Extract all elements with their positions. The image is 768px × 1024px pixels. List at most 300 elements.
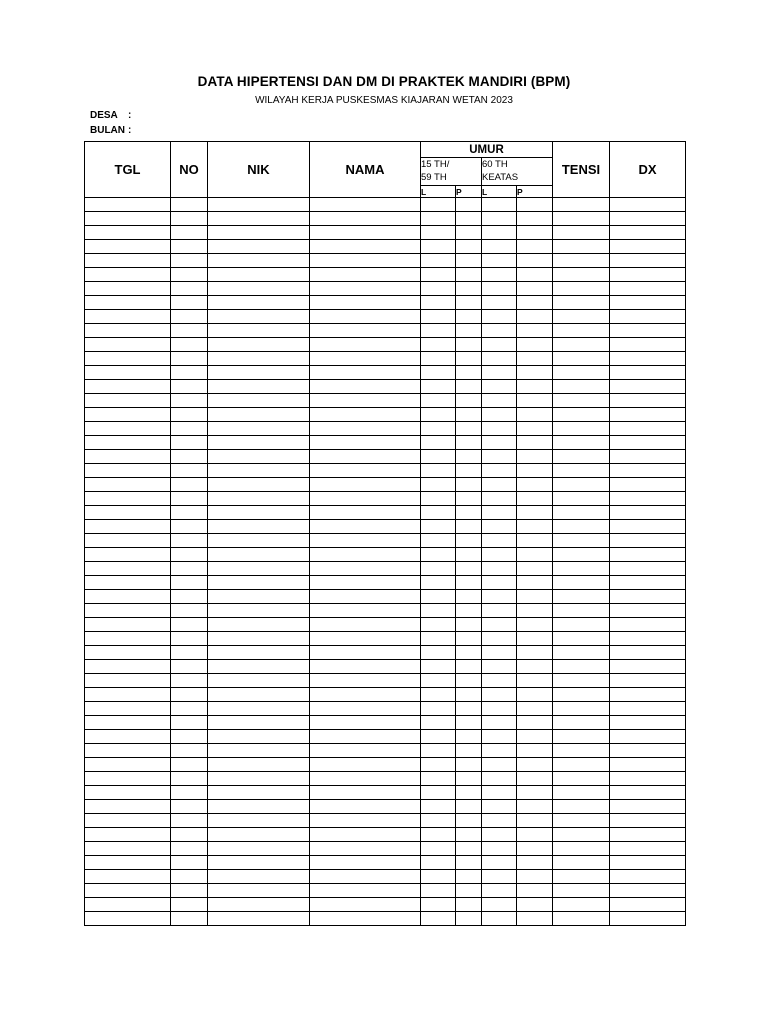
cell-nama[interactable] <box>310 436 421 450</box>
cell-l-60-up[interactable] <box>482 366 517 380</box>
cell-p-60-up[interactable] <box>517 492 553 506</box>
cell-p-15-59[interactable] <box>456 296 482 310</box>
cell-no[interactable] <box>171 478 208 492</box>
cell-no[interactable] <box>171 548 208 562</box>
cell-p-15-59[interactable] <box>456 436 482 450</box>
cell-no[interactable] <box>171 240 208 254</box>
cell-l-60-up[interactable] <box>482 310 517 324</box>
cell-p-15-59[interactable] <box>456 884 482 898</box>
cell-tensi[interactable] <box>553 408 610 422</box>
cell-no[interactable] <box>171 898 208 912</box>
cell-nama[interactable] <box>310 296 421 310</box>
cell-nama[interactable] <box>310 212 421 226</box>
cell-l-60-up[interactable] <box>482 912 517 926</box>
cell-dx[interactable] <box>610 352 686 366</box>
cell-dx[interactable] <box>610 576 686 590</box>
cell-p-15-59[interactable] <box>456 842 482 856</box>
cell-no[interactable] <box>171 786 208 800</box>
cell-dx[interactable] <box>610 562 686 576</box>
cell-l-60-up[interactable] <box>482 394 517 408</box>
cell-nama[interactable] <box>310 338 421 352</box>
cell-tensi[interactable] <box>553 464 610 478</box>
cell-no[interactable] <box>171 716 208 730</box>
cell-no[interactable] <box>171 408 208 422</box>
cell-no[interactable] <box>171 394 208 408</box>
cell-no[interactable] <box>171 492 208 506</box>
cell-tensi[interactable] <box>553 534 610 548</box>
cell-l-15-59[interactable] <box>421 268 456 282</box>
cell-tensi[interactable] <box>553 198 610 212</box>
cell-tensi[interactable] <box>553 478 610 492</box>
cell-p-15-59[interactable] <box>456 324 482 338</box>
cell-l-60-up[interactable] <box>482 268 517 282</box>
cell-tensi[interactable] <box>553 436 610 450</box>
cell-tensi[interactable] <box>553 674 610 688</box>
cell-nama[interactable] <box>310 800 421 814</box>
cell-dx[interactable] <box>610 198 686 212</box>
cell-p-60-up[interactable] <box>517 506 553 520</box>
cell-no[interactable] <box>171 198 208 212</box>
cell-tgl[interactable] <box>85 842 171 856</box>
cell-l-60-up[interactable] <box>482 226 517 240</box>
cell-p-60-up[interactable] <box>517 758 553 772</box>
cell-p-15-59[interactable] <box>456 254 482 268</box>
cell-p-15-59[interactable] <box>456 856 482 870</box>
cell-dx[interactable] <box>610 212 686 226</box>
cell-no[interactable] <box>171 758 208 772</box>
cell-tgl[interactable] <box>85 506 171 520</box>
cell-nama[interactable] <box>310 842 421 856</box>
cell-p-15-59[interactable] <box>456 408 482 422</box>
cell-tgl[interactable] <box>85 814 171 828</box>
cell-tgl[interactable] <box>85 492 171 506</box>
cell-dx[interactable] <box>610 268 686 282</box>
cell-no[interactable] <box>171 562 208 576</box>
cell-tgl[interactable] <box>85 828 171 842</box>
cell-l-15-59[interactable] <box>421 632 456 646</box>
cell-nik[interactable] <box>208 198 310 212</box>
cell-l-15-59[interactable] <box>421 604 456 618</box>
cell-tensi[interactable] <box>553 268 610 282</box>
cell-l-60-up[interactable] <box>482 338 517 352</box>
cell-p-15-59[interactable] <box>456 352 482 366</box>
cell-p-15-59[interactable] <box>456 632 482 646</box>
cell-nama[interactable] <box>310 324 421 338</box>
cell-l-15-59[interactable] <box>421 758 456 772</box>
cell-p-60-up[interactable] <box>517 268 553 282</box>
cell-p-60-up[interactable] <box>517 520 553 534</box>
cell-dx[interactable] <box>610 464 686 478</box>
cell-nama[interactable] <box>310 870 421 884</box>
cell-p-15-59[interactable] <box>456 394 482 408</box>
cell-l-60-up[interactable] <box>482 352 517 366</box>
cell-tgl[interactable] <box>85 744 171 758</box>
cell-tgl[interactable] <box>85 884 171 898</box>
cell-no[interactable] <box>171 842 208 856</box>
cell-no[interactable] <box>171 646 208 660</box>
cell-nama[interactable] <box>310 380 421 394</box>
cell-dx[interactable] <box>610 688 686 702</box>
cell-l-60-up[interactable] <box>482 478 517 492</box>
cell-nama[interactable] <box>310 632 421 646</box>
cell-nik[interactable] <box>208 660 310 674</box>
cell-l-15-59[interactable] <box>421 506 456 520</box>
cell-p-15-59[interactable] <box>456 338 482 352</box>
cell-tgl[interactable] <box>85 702 171 716</box>
cell-l-15-59[interactable] <box>421 744 456 758</box>
cell-p-60-up[interactable] <box>517 436 553 450</box>
cell-tgl[interactable] <box>85 800 171 814</box>
cell-dx[interactable] <box>610 590 686 604</box>
cell-l-60-up[interactable] <box>482 674 517 688</box>
cell-l-60-up[interactable] <box>482 534 517 548</box>
cell-p-60-up[interactable] <box>517 212 553 226</box>
cell-tgl[interactable] <box>85 604 171 618</box>
cell-nik[interactable] <box>208 688 310 702</box>
cell-no[interactable] <box>171 800 208 814</box>
cell-tgl[interactable] <box>85 310 171 324</box>
cell-tgl[interactable] <box>85 436 171 450</box>
cell-l-60-up[interactable] <box>482 198 517 212</box>
cell-p-15-59[interactable] <box>456 786 482 800</box>
cell-tensi[interactable] <box>553 450 610 464</box>
cell-tensi[interactable] <box>553 590 610 604</box>
cell-tensi[interactable] <box>553 884 610 898</box>
cell-l-15-59[interactable] <box>421 828 456 842</box>
cell-tgl[interactable] <box>85 478 171 492</box>
cell-l-15-59[interactable] <box>421 198 456 212</box>
cell-nik[interactable] <box>208 912 310 926</box>
cell-dx[interactable] <box>610 338 686 352</box>
cell-dx[interactable] <box>610 408 686 422</box>
cell-no[interactable] <box>171 884 208 898</box>
cell-nama[interactable] <box>310 744 421 758</box>
cell-p-15-59[interactable] <box>456 240 482 254</box>
cell-p-15-59[interactable] <box>456 562 482 576</box>
cell-nama[interactable] <box>310 702 421 716</box>
cell-tgl[interactable] <box>85 674 171 688</box>
cell-p-60-up[interactable] <box>517 660 553 674</box>
cell-p-60-up[interactable] <box>517 576 553 590</box>
cell-tensi[interactable] <box>553 800 610 814</box>
cell-l-15-59[interactable] <box>421 702 456 716</box>
cell-tensi[interactable] <box>553 366 610 380</box>
cell-tensi[interactable] <box>553 562 610 576</box>
cell-nik[interactable] <box>208 436 310 450</box>
cell-no[interactable] <box>171 618 208 632</box>
cell-dx[interactable] <box>610 604 686 618</box>
cell-nik[interactable] <box>208 506 310 520</box>
cell-l-15-59[interactable] <box>421 716 456 730</box>
cell-dx[interactable] <box>610 296 686 310</box>
cell-tensi[interactable] <box>553 814 610 828</box>
cell-nik[interactable] <box>208 492 310 506</box>
cell-l-15-59[interactable] <box>421 408 456 422</box>
cell-dx[interactable] <box>610 548 686 562</box>
cell-p-60-up[interactable] <box>517 604 553 618</box>
cell-nik[interactable] <box>208 646 310 660</box>
cell-dx[interactable] <box>610 436 686 450</box>
cell-dx[interactable] <box>610 226 686 240</box>
cell-l-60-up[interactable] <box>482 520 517 534</box>
cell-dx[interactable] <box>610 492 686 506</box>
cell-p-60-up[interactable] <box>517 870 553 884</box>
cell-p-15-59[interactable] <box>456 198 482 212</box>
cell-l-15-59[interactable] <box>421 856 456 870</box>
cell-tgl[interactable] <box>85 870 171 884</box>
cell-l-15-59[interactable] <box>421 226 456 240</box>
cell-p-15-59[interactable] <box>456 744 482 758</box>
cell-nama[interactable] <box>310 688 421 702</box>
cell-nik[interactable] <box>208 674 310 688</box>
cell-tgl[interactable] <box>85 716 171 730</box>
cell-tgl[interactable] <box>85 912 171 926</box>
cell-dx[interactable] <box>610 450 686 464</box>
cell-l-15-59[interactable] <box>421 590 456 604</box>
cell-l-15-59[interactable] <box>421 870 456 884</box>
cell-no[interactable] <box>171 534 208 548</box>
cell-tensi[interactable] <box>553 296 610 310</box>
cell-p-15-59[interactable] <box>456 268 482 282</box>
cell-l-15-59[interactable] <box>421 282 456 296</box>
cell-dx[interactable] <box>610 660 686 674</box>
cell-l-60-up[interactable] <box>482 870 517 884</box>
cell-no[interactable] <box>171 702 208 716</box>
cell-nik[interactable] <box>208 422 310 436</box>
cell-tensi[interactable] <box>553 730 610 744</box>
cell-no[interactable] <box>171 366 208 380</box>
cell-nama[interactable] <box>310 506 421 520</box>
cell-nama[interactable] <box>310 828 421 842</box>
cell-nik[interactable] <box>208 338 310 352</box>
cell-p-15-59[interactable] <box>456 828 482 842</box>
cell-tgl[interactable] <box>85 548 171 562</box>
cell-dx[interactable] <box>610 800 686 814</box>
cell-l-60-up[interactable] <box>482 800 517 814</box>
cell-tensi[interactable] <box>553 520 610 534</box>
cell-tgl[interactable] <box>85 324 171 338</box>
cell-tensi[interactable] <box>553 744 610 758</box>
cell-nik[interactable] <box>208 870 310 884</box>
cell-p-15-59[interactable] <box>456 716 482 730</box>
cell-tgl[interactable] <box>85 296 171 310</box>
cell-nik[interactable] <box>208 632 310 646</box>
cell-l-60-up[interactable] <box>482 506 517 520</box>
cell-dx[interactable] <box>610 254 686 268</box>
cell-l-15-59[interactable] <box>421 366 456 380</box>
cell-nama[interactable] <box>310 226 421 240</box>
cell-l-15-59[interactable] <box>421 688 456 702</box>
cell-tensi[interactable] <box>553 758 610 772</box>
cell-no[interactable] <box>171 730 208 744</box>
cell-tgl[interactable] <box>85 590 171 604</box>
cell-p-15-59[interactable] <box>456 282 482 296</box>
cell-tensi[interactable] <box>553 618 610 632</box>
cell-no[interactable] <box>171 338 208 352</box>
cell-nama[interactable] <box>310 352 421 366</box>
cell-nik[interactable] <box>208 282 310 296</box>
cell-dx[interactable] <box>610 870 686 884</box>
cell-l-15-59[interactable] <box>421 730 456 744</box>
cell-p-60-up[interactable] <box>517 590 553 604</box>
cell-l-60-up[interactable] <box>482 296 517 310</box>
cell-l-15-59[interactable] <box>421 436 456 450</box>
cell-p-15-59[interactable] <box>456 898 482 912</box>
cell-dx[interactable] <box>610 506 686 520</box>
cell-no[interactable] <box>171 422 208 436</box>
cell-no[interactable] <box>171 254 208 268</box>
cell-l-15-59[interactable] <box>421 422 456 436</box>
cell-l-60-up[interactable] <box>482 436 517 450</box>
cell-no[interactable] <box>171 324 208 338</box>
cell-p-60-up[interactable] <box>517 856 553 870</box>
cell-p-60-up[interactable] <box>517 464 553 478</box>
cell-nik[interactable] <box>208 576 310 590</box>
cell-nama[interactable] <box>310 366 421 380</box>
cell-l-15-59[interactable] <box>421 352 456 366</box>
cell-p-15-59[interactable] <box>456 912 482 926</box>
cell-p-15-59[interactable] <box>456 674 482 688</box>
cell-no[interactable] <box>171 828 208 842</box>
cell-p-15-59[interactable] <box>456 212 482 226</box>
cell-dx[interactable] <box>610 842 686 856</box>
cell-tgl[interactable] <box>85 856 171 870</box>
cell-dx[interactable] <box>610 282 686 296</box>
cell-tgl[interactable] <box>85 380 171 394</box>
cell-p-15-59[interactable] <box>456 660 482 674</box>
cell-tgl[interactable] <box>85 394 171 408</box>
cell-l-60-up[interactable] <box>482 772 517 786</box>
cell-l-60-up[interactable] <box>482 324 517 338</box>
cell-dx[interactable] <box>610 394 686 408</box>
cell-dx[interactable] <box>610 674 686 688</box>
cell-tgl[interactable] <box>85 408 171 422</box>
cell-tensi[interactable] <box>553 576 610 590</box>
cell-p-60-up[interactable] <box>517 198 553 212</box>
cell-dx[interactable] <box>610 534 686 548</box>
cell-nik[interactable] <box>208 562 310 576</box>
cell-nama[interactable] <box>310 660 421 674</box>
cell-tgl[interactable] <box>85 646 171 660</box>
cell-nik[interactable] <box>208 898 310 912</box>
cell-p-60-up[interactable] <box>517 408 553 422</box>
cell-tensi[interactable] <box>553 604 610 618</box>
cell-tensi[interactable] <box>553 394 610 408</box>
cell-dx[interactable] <box>610 646 686 660</box>
cell-p-15-59[interactable] <box>456 380 482 394</box>
cell-p-15-59[interactable] <box>456 590 482 604</box>
cell-l-15-59[interactable] <box>421 576 456 590</box>
cell-nik[interactable] <box>208 856 310 870</box>
cell-p-15-59[interactable] <box>456 730 482 744</box>
cell-tensi[interactable] <box>553 772 610 786</box>
cell-l-15-59[interactable] <box>421 618 456 632</box>
cell-l-15-59[interactable] <box>421 772 456 786</box>
cell-nama[interactable] <box>310 450 421 464</box>
cell-tensi[interactable] <box>553 786 610 800</box>
cell-tensi[interactable] <box>553 352 610 366</box>
cell-l-60-up[interactable] <box>482 660 517 674</box>
cell-nik[interactable] <box>208 408 310 422</box>
cell-no[interactable] <box>171 212 208 226</box>
cell-tgl[interactable] <box>85 198 171 212</box>
cell-p-60-up[interactable] <box>517 394 553 408</box>
cell-l-60-up[interactable] <box>482 240 517 254</box>
cell-p-15-59[interactable] <box>456 772 482 786</box>
cell-no[interactable] <box>171 688 208 702</box>
cell-l-60-up[interactable] <box>482 758 517 772</box>
cell-l-15-59[interactable] <box>421 212 456 226</box>
cell-dx[interactable] <box>610 632 686 646</box>
cell-l-60-up[interactable] <box>482 716 517 730</box>
cell-p-15-59[interactable] <box>456 422 482 436</box>
cell-nama[interactable] <box>310 282 421 296</box>
cell-p-15-59[interactable] <box>456 758 482 772</box>
cell-nama[interactable] <box>310 394 421 408</box>
cell-l-15-59[interactable] <box>421 884 456 898</box>
cell-dx[interactable] <box>610 856 686 870</box>
cell-dx[interactable] <box>610 716 686 730</box>
cell-l-60-up[interactable] <box>482 632 517 646</box>
cell-tensi[interactable] <box>553 912 610 926</box>
cell-l-60-up[interactable] <box>482 884 517 898</box>
cell-tgl[interactable] <box>85 520 171 534</box>
cell-l-15-59[interactable] <box>421 478 456 492</box>
cell-p-15-59[interactable] <box>456 800 482 814</box>
cell-nama[interactable] <box>310 646 421 660</box>
cell-nik[interactable] <box>208 478 310 492</box>
cell-p-15-59[interactable] <box>456 310 482 324</box>
cell-nik[interactable] <box>208 254 310 268</box>
cell-no[interactable] <box>171 744 208 758</box>
cell-no[interactable] <box>171 814 208 828</box>
cell-l-60-up[interactable] <box>482 702 517 716</box>
cell-p-15-59[interactable] <box>456 814 482 828</box>
cell-nama[interactable] <box>310 240 421 254</box>
cell-p-15-59[interactable] <box>456 646 482 660</box>
cell-nik[interactable] <box>208 226 310 240</box>
cell-p-60-up[interactable] <box>517 450 553 464</box>
cell-no[interactable] <box>171 870 208 884</box>
cell-p-60-up[interactable] <box>517 786 553 800</box>
cell-l-60-up[interactable] <box>482 604 517 618</box>
cell-no[interactable] <box>171 450 208 464</box>
cell-p-15-59[interactable] <box>456 548 482 562</box>
cell-no[interactable] <box>171 296 208 310</box>
cell-nama[interactable] <box>310 590 421 604</box>
cell-l-15-59[interactable] <box>421 324 456 338</box>
cell-dx[interactable] <box>610 618 686 632</box>
cell-no[interactable] <box>171 506 208 520</box>
cell-p-15-59[interactable] <box>456 464 482 478</box>
cell-nama[interactable] <box>310 618 421 632</box>
cell-p-60-up[interactable] <box>517 842 553 856</box>
cell-nik[interactable] <box>208 534 310 548</box>
cell-no[interactable] <box>171 856 208 870</box>
cell-tensi[interactable] <box>553 240 610 254</box>
cell-p-60-up[interactable] <box>517 744 553 758</box>
cell-nama[interactable] <box>310 772 421 786</box>
cell-nik[interactable] <box>208 380 310 394</box>
cell-tgl[interactable] <box>85 464 171 478</box>
cell-nama[interactable] <box>310 520 421 534</box>
cell-dx[interactable] <box>610 786 686 800</box>
cell-l-15-59[interactable] <box>421 814 456 828</box>
cell-no[interactable] <box>171 912 208 926</box>
cell-l-15-59[interactable] <box>421 492 456 506</box>
cell-p-15-59[interactable] <box>456 576 482 590</box>
cell-l-15-59[interactable] <box>421 534 456 548</box>
